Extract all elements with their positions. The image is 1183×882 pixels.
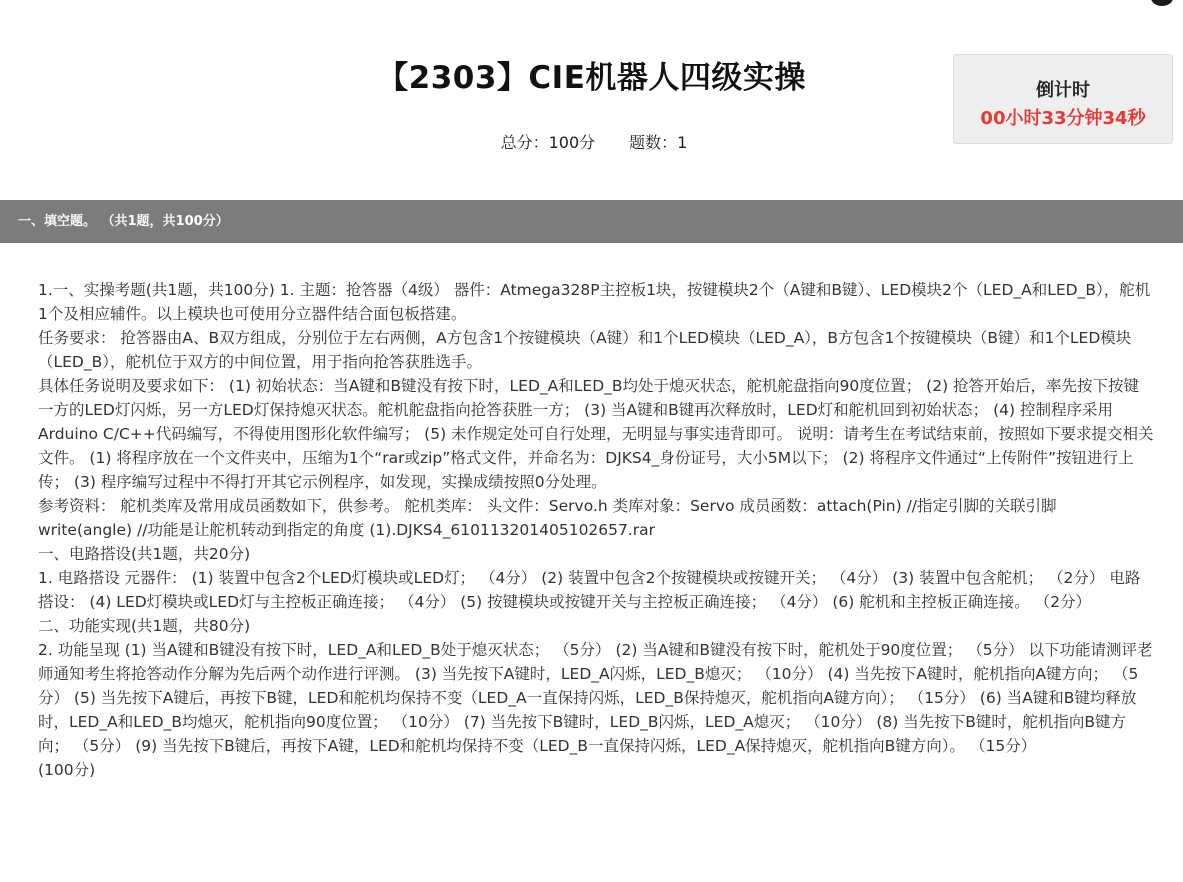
question-paragraph: 1.一、实操考题(共1题，共100分) 1. 主题：抢答器（4级） 器件：Atmega328P主控板1块，按键模块2个（A键和B键）、LED模块2个（LED_A和LED_B），舵机1个及相应辅件。以上模块也可使用分立器件结合面包板搭建。 xyxy=(38,281,1151,323)
question-score: (100分) xyxy=(38,761,96,779)
question-paragraph: 2. 功能呈现 (1) 当A键和B键没有按下时，LED_A和LED_B处于熄灭状态； （5分） (2) 当A键和B键没有按下时，舵机处于90度位置； （5分） 以下功能请测评老师通知考生将抢答动作分解为先后两个动作进行评测。 (3) 当先按下A键时，LED_A闪烁，LED_B熄灭； （10分） (4) 当先按下A键时，舵机指向A键方向； （5分） (5) 当先按下A键后，再按下B键，LED和舵机均保持不变（LED_A一直保持闪烁，LED_B保持熄灭，舵机指向A键方向）； （15分） (6) 当A键和B键均释放时，LED_A和LED_B均熄灭，舵机指向90度位置； （10分） (7) 当先按下B键时，LED_B闪烁，LED_A熄灭； （10分） (8) 当先按下B键时，舵机指向B键方向； （5分） (9) 当先按下B键后，再按下A键，LED和舵机均保持不变（LED_B一直保持闪烁，LED_A保持熄灭，舵机指向B键方向）。 （15分） xyxy=(38,641,1153,755)
question-paragraph: 具体任务说明及要求如下： (1) 初始状态：当A键和B键没有按下时，LED_A和LED_B均处于熄灭状态，舵机舵盘指向90度位置； (2) 抢答开始后，率先按下按键一方的LED灯闪烁，另一方LED灯保持熄灭状态。舵机舵盘指向抢答获胜一方； (3) 当A键和B键再次释放时，LED灯和舵机回到初始状态； (4) 控制程序采用Arduino C/C++代码编写，不得使用图形化软件编写； (5) 未作规定处可自行处理，无明显与事实违背即可。 说明：请考生在考试结束前，按照如下要求提交相关文件。 (1) 将程序放在一个文件夹中，压缩为1个“rar或zip”格式文件，并命名为：DJKS4_身份证号，大小5M以下； (2) 将程序文件通过“上传附件”按钮进行上传； (3) 程序编写过程中不得打开其它示例程序，如发现，实操成绩按照0分处理。 xyxy=(38,377,1154,491)
question-paragraph: 1. 电路搭设 元器件： (1) 装置中包含2个LED灯模块或LED灯； （4分） (2) 装置中包含2个按键模块或按键开关； （4分） (3) 装置中包含舵机； （2分） 电路搭设： (4) LED灯模块或LED灯与主控板正确连接； （4分） (5) 按键模块或按键开关与主控板正确连接； （4分） (6) 舵机和主控板正确连接。 （2分） xyxy=(38,569,1141,611)
question-paragraph: 参考资料： 舵机类库及常用成员函数如下，供参考。 舵机类库： 头文件：Servo.h 类库对象：Servo 成员函数：attach(Pin) //指定引脚的关联引脚 write(angle) //功能是让舵机转动到指定的角度 (1).DJKS4_610113201405102657.rar xyxy=(38,497,1057,539)
question-paragraph: 任务要求： 抢答器由A、B双方组成，分别位于左右两侧，A方包含1个按键模块（A键）和1个LED模块（LED_A），B方包含1个按键模块（B键）和1个LED模块（LED_B），舵机位于双方的中间位置，用于指向抢答获胜选手。 xyxy=(38,329,1132,371)
countdown-label: 倒计时 xyxy=(1036,80,1090,101)
countdown-timer xyxy=(953,54,1173,144)
question-content xyxy=(38,278,1154,782)
question-count: 题数：1 xyxy=(629,133,688,152)
page-title: 【2303】CIE机器人四级实操 xyxy=(377,60,806,96)
countdown-time: 00小时33分钟34秒 xyxy=(980,108,1146,129)
section-header xyxy=(0,200,1183,243)
question-paragraph: 二、功能实现(共1题，共80分) xyxy=(38,617,251,635)
section-count: （共1题，共100分） xyxy=(108,214,229,229)
section-title: 一、填空题。 xyxy=(18,214,97,229)
question-paragraph: 一、电路搭设(共1题，共20分) xyxy=(38,545,251,563)
total-score: 总分：100分 xyxy=(500,133,596,152)
